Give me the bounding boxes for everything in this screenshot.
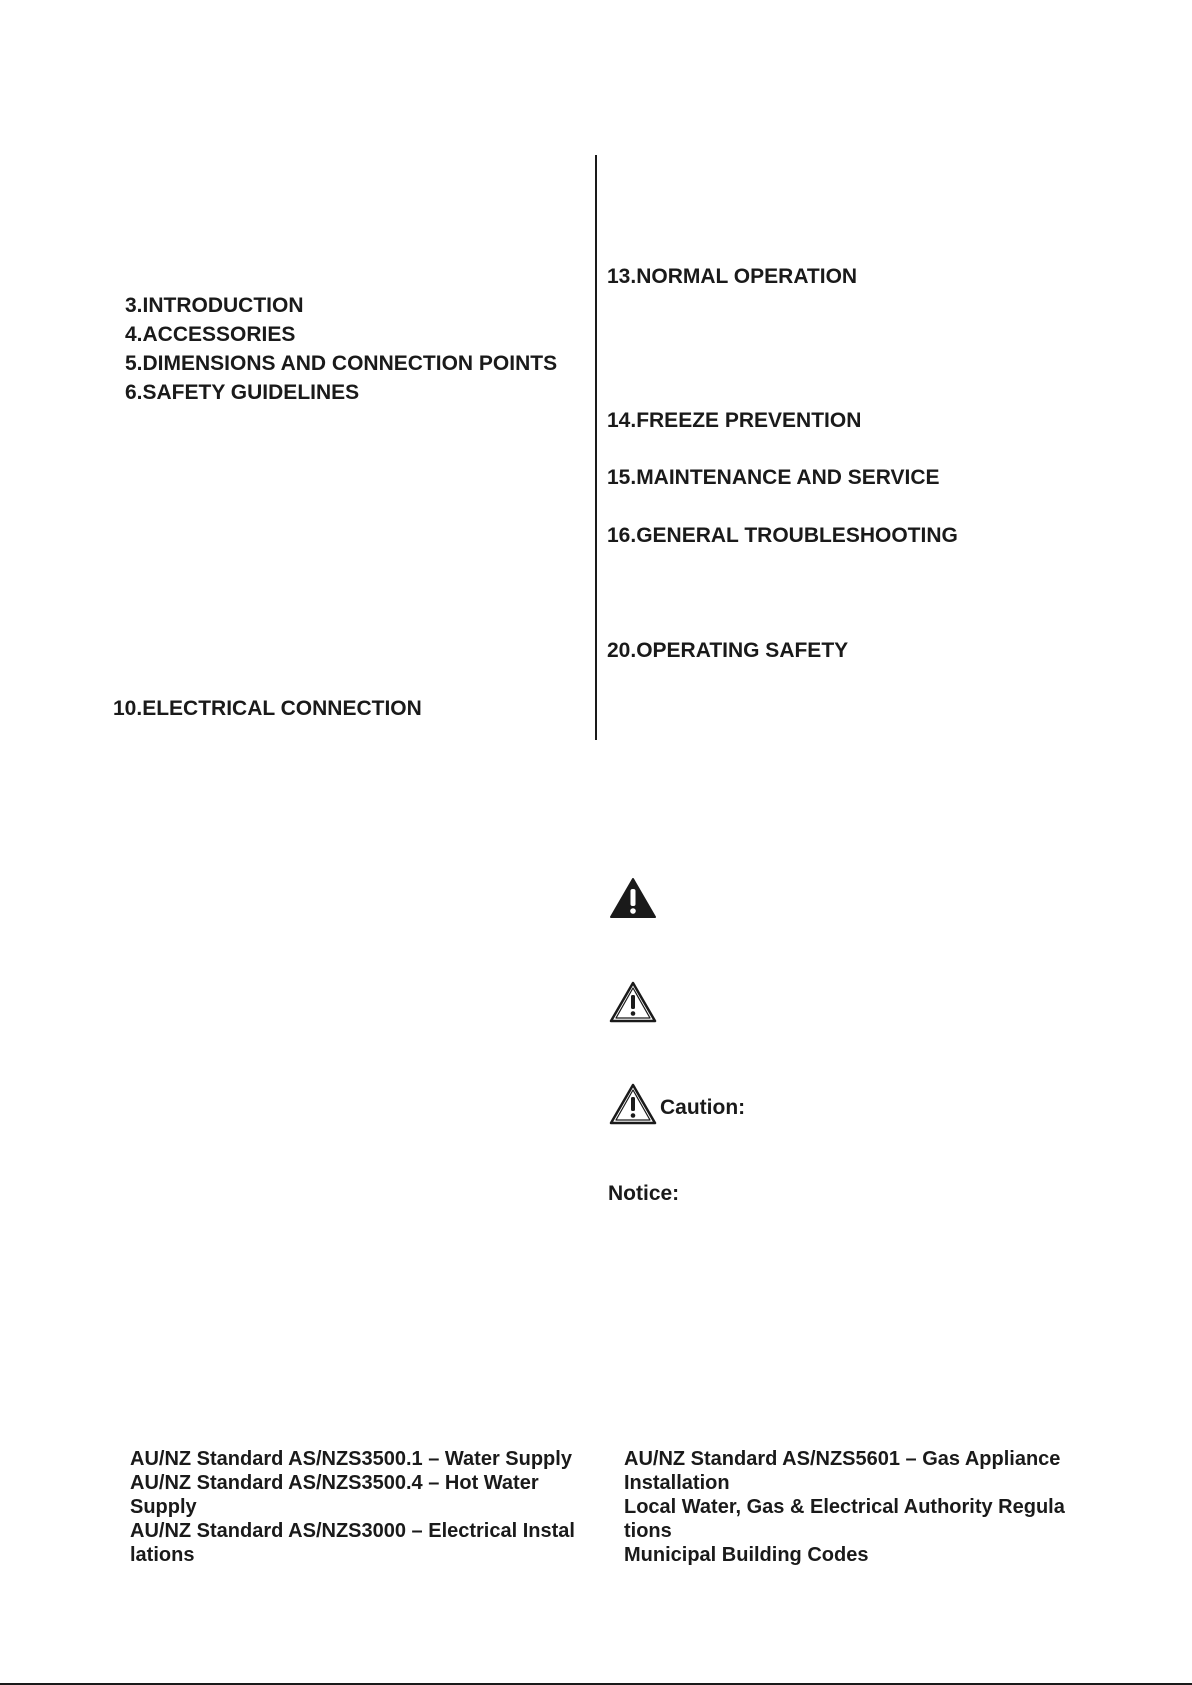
standard-line: AU/NZ Standard AS/NZS5601 – Gas Appliance: [624, 1448, 1061, 1470]
standard-line: tions: [624, 1520, 672, 1542]
standard-line: Supply: [130, 1496, 197, 1518]
column-divider: [595, 155, 597, 740]
standard-line: AU/NZ Standard AS/NZS3500.1 – Water Supply: [130, 1448, 572, 1470]
toc-item-introduction[interactable]: 3.INTRODUCTION: [125, 294, 304, 317]
standards-left: [130, 1447, 575, 1567]
standard-line: Local Water, Gas & Electrical Authority Regula: [624, 1496, 1065, 1518]
standard-line: lations: [130, 1544, 195, 1566]
toc-item-safety-guidelines[interactable]: 6.SAFETY GUIDELINES: [125, 381, 360, 404]
toc-item-troubleshooting[interactable]: 16.GENERAL TROUBLESHOOTING: [607, 524, 958, 547]
caution-label: Caution:: [660, 1096, 746, 1119]
standard-line: AU/NZ Standard AS/NZS3000 – Electrical Instal: [130, 1520, 575, 1542]
toc-item-accessories[interactable]: 4.ACCESSORIES: [125, 323, 296, 346]
toc-item-electrical-connection[interactable]: 10.ELECTRICAL CONNECTION: [113, 697, 422, 720]
standard-line: Installation: [624, 1472, 730, 1494]
caution-triangle-icon: [609, 1082, 657, 1126]
warning-filled-triangle-icon: [609, 876, 657, 920]
standards-right: [624, 1447, 1065, 1567]
toc-item-dimensions[interactable]: 5.DIMENSIONS AND CONNECTION POINTS: [125, 352, 558, 375]
standard-line: Municipal Building Codes: [624, 1544, 869, 1566]
toc-item-operating-safety[interactable]: 20.OPERATING SAFETY: [607, 639, 849, 662]
notice-label: Notice:: [608, 1182, 680, 1205]
warning-outline-triangle-icon: [609, 980, 657, 1024]
toc-item-freeze-prevention[interactable]: 14.FREEZE PREVENTION: [607, 409, 862, 432]
toc-item-maintenance[interactable]: 15.MAINTENANCE AND SERVICE: [607, 466, 940, 489]
standard-line: AU/NZ Standard AS/NZS3500.4 – Hot Water: [130, 1472, 539, 1494]
toc-item-normal-operation[interactable]: 13.NORMAL OPERATION: [607, 265, 858, 288]
